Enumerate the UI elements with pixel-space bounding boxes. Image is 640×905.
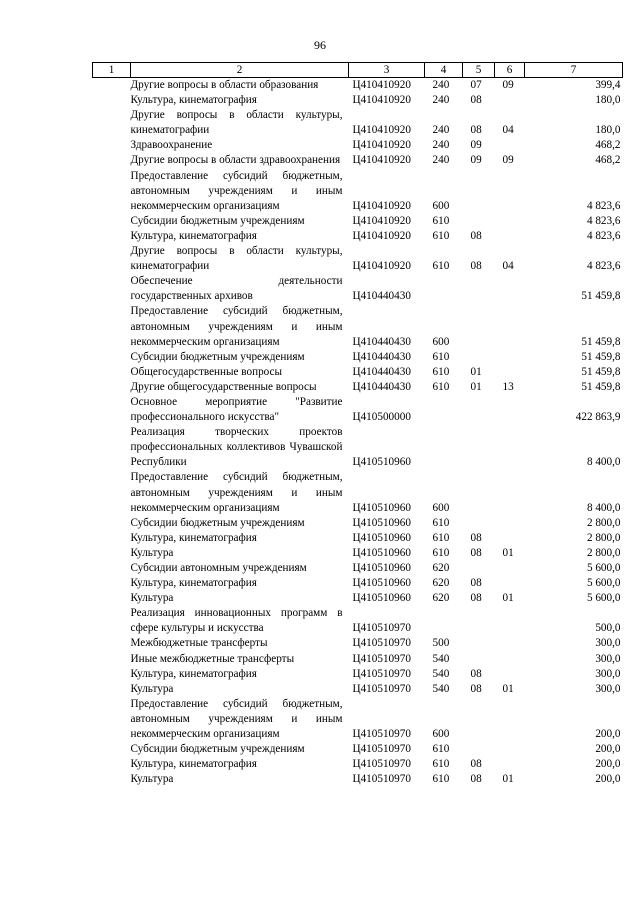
cell-subsection: 09 <box>502 154 514 167</box>
cell-section <box>463 636 495 651</box>
cell-blank <box>93 531 131 546</box>
cell-amount: 300,0 <box>595 682 621 695</box>
cell-blank <box>93 229 131 244</box>
cell-name: Предоставление субсидий бюджетным, автономным учреждениям и иным некоммерческим организациям <box>130 169 343 212</box>
table-row <box>93 772 623 787</box>
cell-amount: 5 600,0 <box>586 592 621 605</box>
cell-expense-type: 610 <box>432 743 450 756</box>
cell-expense-type: 610 <box>432 260 450 273</box>
table-row <box>93 667 623 682</box>
cell-blank <box>93 591 131 606</box>
cell-expense-type: 540 <box>432 667 450 680</box>
cell-expense-type: 620 <box>432 592 450 605</box>
cell-blank <box>93 93 131 108</box>
table-row <box>93 365 623 380</box>
cell-blank <box>93 169 131 214</box>
cell-name: Обеспечение деятельности государственных архивов <box>130 275 343 303</box>
cell-section <box>463 697 495 742</box>
cell-subsection <box>495 742 525 757</box>
cell-subsection: 01 <box>502 592 514 605</box>
cell-expense-type: 600 <box>432 199 450 212</box>
cell-section: 08 <box>470 758 482 771</box>
cell-blank <box>93 772 131 787</box>
cell-subsection: 01 <box>502 546 514 559</box>
header-col-6: 6 <box>495 63 525 78</box>
cell-amount: 200,0 <box>595 773 621 786</box>
cell-blank <box>93 380 131 395</box>
cell-expense-type: 600 <box>432 335 450 348</box>
cell-subsection <box>495 531 525 546</box>
cell-name: Иные межбюджетные трансферты <box>130 652 295 665</box>
cell-name: Культура, кинематография <box>130 94 257 107</box>
cell-blank <box>93 350 131 365</box>
cell-section <box>463 470 495 515</box>
cell-subsection <box>495 214 525 229</box>
cell-blank <box>93 244 131 274</box>
cell-expense-type: 610 <box>432 531 450 544</box>
cell-blank <box>93 561 131 576</box>
cell-target-code: Ц410510960 <box>352 531 411 544</box>
table-row <box>93 153 623 168</box>
cell-amount: 468,2 <box>595 154 621 167</box>
cell-expense-type: 240 <box>432 94 450 107</box>
table-row <box>93 274 623 304</box>
cell-blank <box>93 516 131 531</box>
cell-blank <box>93 78 131 94</box>
cell-name: Межбюджетные трансферты <box>130 637 268 650</box>
cell-amount: 500,0 <box>595 622 621 635</box>
cell-name: Культура, кинематография <box>130 577 257 590</box>
cell-section <box>463 274 495 304</box>
table-row <box>93 138 623 153</box>
cell-subsection <box>495 425 525 470</box>
cell-amount: 200,0 <box>595 743 621 756</box>
table-row <box>93 78 623 94</box>
cell-expense-type: 610 <box>432 350 450 363</box>
cell-amount: 300,0 <box>595 637 621 650</box>
cell-subsection <box>495 516 525 531</box>
cell-section <box>463 606 495 636</box>
cell-subsection: 09 <box>502 79 514 91</box>
cell-subsection <box>495 350 525 365</box>
cell-expense-type: 610 <box>432 214 450 227</box>
cell-blank <box>93 697 131 742</box>
cell-blank <box>93 576 131 591</box>
table-row <box>93 576 623 591</box>
cell-name: Другие вопросы в области культуры, кинематографии <box>130 109 343 137</box>
cell-section: 08 <box>470 260 482 273</box>
cell-amount: 300,0 <box>595 652 621 665</box>
cell-subsection: 01 <box>502 773 514 786</box>
cell-subsection <box>495 365 525 380</box>
cell-subsection <box>495 561 525 576</box>
table-row <box>93 244 623 274</box>
header-col-1: 1 <box>93 63 131 78</box>
table-row <box>93 591 623 606</box>
cell-section: 08 <box>470 229 482 242</box>
cell-amount: 4 823,6 <box>586 260 621 273</box>
cell-expense-type <box>425 606 463 636</box>
cell-subsection <box>495 652 525 667</box>
cell-expense-type: 610 <box>432 380 450 393</box>
cell-expense-type: 240 <box>432 154 450 167</box>
cell-expense-type: 610 <box>432 773 450 786</box>
table-row <box>93 531 623 546</box>
cell-subsection: 04 <box>502 124 514 137</box>
cell-target-code: Ц410410920 <box>352 260 411 273</box>
table-row <box>93 546 623 561</box>
table-header-row <box>93 63 623 78</box>
cell-blank <box>93 682 131 697</box>
cell-subsection <box>495 274 525 304</box>
cell-expense-type <box>425 274 463 304</box>
cell-name: Культура <box>130 682 174 695</box>
cell-target-code: Ц410410920 <box>352 79 411 91</box>
cell-target-code: Ц410510970 <box>352 667 411 680</box>
cell-section: 08 <box>470 531 482 544</box>
cell-expense-type: 610 <box>432 758 450 771</box>
cell-expense-type: 500 <box>432 637 450 650</box>
cell-target-code: Ц410510960 <box>352 577 411 590</box>
cell-name: Культура, кинематография <box>130 531 257 544</box>
cell-expense-type: 240 <box>432 139 450 152</box>
cell-section: 08 <box>470 94 482 107</box>
cell-target-code: Ц410510970 <box>352 728 411 741</box>
header-col-2: 2 <box>131 63 349 78</box>
cell-target-code: Ц410510960 <box>352 546 411 559</box>
cell-expense-type: 610 <box>432 365 450 378</box>
cell-amount: 180,0 <box>595 94 621 107</box>
cell-subsection <box>495 667 525 682</box>
cell-section: 08 <box>470 592 482 605</box>
cell-section: 09 <box>470 154 482 167</box>
table-row <box>93 350 623 365</box>
cell-name: Другие вопросы в области культуры, кинематографии <box>130 245 343 273</box>
cell-name: Субсидии бюджетным учреждениям <box>130 350 305 363</box>
page-number: 96 <box>314 38 326 52</box>
cell-blank <box>93 274 131 304</box>
cell-expense-type: 240 <box>432 79 450 91</box>
cell-name: Субсидии бюджетным учреждениям <box>130 516 305 529</box>
cell-name: Общегосударственные вопросы <box>130 365 283 378</box>
cell-amount: 51 459,8 <box>581 350 621 363</box>
cell-name: Другие вопросы в области здравоохранения <box>130 154 341 167</box>
table-row <box>93 697 623 742</box>
cell-subsection <box>495 636 525 651</box>
cell-target-code: Ц410510970 <box>352 622 411 635</box>
cell-name: Субсидии бюджетным учреждениям <box>130 214 305 227</box>
cell-amount: 5 600,0 <box>586 562 621 574</box>
cell-blank <box>93 636 131 651</box>
cell-section: 08 <box>470 124 482 137</box>
cell-section <box>463 350 495 365</box>
table-row <box>93 395 623 425</box>
cell-target-code: Ц410410920 <box>352 94 411 107</box>
cell-target-code: Ц410410920 <box>352 124 411 137</box>
table-row <box>93 169 623 214</box>
cell-target-code: Ц410500000 <box>352 411 411 424</box>
table-row <box>93 304 623 349</box>
cell-blank <box>93 153 131 168</box>
cell-amount: 51 459,8 <box>581 335 621 348</box>
table-row <box>93 108 623 138</box>
cell-blank <box>93 470 131 515</box>
cell-name: Предоставление субсидий бюджетным, автономным учреждениям и иным некоммерческим организациям <box>130 305 343 348</box>
cell-expense-type: 540 <box>432 682 450 695</box>
cell-section <box>463 214 495 229</box>
cell-amount: 51 459,8 <box>581 290 621 303</box>
cell-blank <box>93 757 131 772</box>
cell-name: Предоставление субсидий бюджетным, автономным учреждениям и иным некоммерческим организациям <box>130 697 343 741</box>
header-col-3: 3 <box>349 63 425 78</box>
cell-amount: 8 400,0 <box>586 456 621 469</box>
table-row <box>93 606 623 636</box>
table-row <box>93 757 623 772</box>
cell-target-code: Ц410440430 <box>352 380 411 393</box>
cell-blank <box>93 425 131 470</box>
cell-subsection <box>495 395 525 425</box>
cell-section: 08 <box>470 667 482 680</box>
cell-subsection <box>495 138 525 153</box>
cell-section: 01 <box>470 365 482 378</box>
table-row <box>93 682 623 697</box>
cell-target-code: Ц410440430 <box>352 350 411 363</box>
cell-section: 09 <box>470 139 482 152</box>
cell-name: Культура, кинематография <box>130 229 257 242</box>
table-row <box>93 636 623 651</box>
cell-subsection <box>495 229 525 244</box>
cell-blank <box>93 652 131 667</box>
cell-name: Культура, кинематография <box>130 667 257 680</box>
cell-blank <box>93 742 131 757</box>
cell-subsection: 01 <box>502 682 514 695</box>
cell-target-code: Ц410440430 <box>352 290 411 303</box>
cell-amount: 422 863,9 <box>575 411 621 424</box>
cell-name: Субсидии автономным учреждениям <box>130 562 307 574</box>
cell-subsection <box>495 606 525 636</box>
cell-section <box>463 652 495 667</box>
cell-expense-type: 600 <box>432 728 450 741</box>
cell-section: 07 <box>470 79 482 91</box>
cell-expense-type: 540 <box>432 652 450 665</box>
cell-amount: 468,2 <box>595 139 621 152</box>
cell-section <box>463 169 495 214</box>
table-row <box>93 742 623 757</box>
table-row <box>93 425 623 470</box>
cell-section <box>463 742 495 757</box>
cell-section: 08 <box>470 546 482 559</box>
cell-blank <box>93 304 131 349</box>
header-col-7: 7 <box>525 63 623 78</box>
cell-subsection <box>495 576 525 591</box>
cell-section: 08 <box>470 682 482 695</box>
cell-name: Культура <box>130 773 174 786</box>
cell-target-code: Ц410510960 <box>352 592 411 605</box>
cell-target-code: Ц410510960 <box>352 501 411 514</box>
cell-section <box>463 304 495 349</box>
cell-expense-type <box>425 425 463 470</box>
budget-table <box>92 62 623 787</box>
cell-expense-type: 610 <box>432 546 450 559</box>
cell-amount: 5 600,0 <box>586 577 621 590</box>
cell-amount: 200,0 <box>595 728 621 741</box>
cell-subsection <box>495 304 525 349</box>
cell-target-code: Ц410410920 <box>352 214 411 227</box>
cell-amount: 4 823,6 <box>586 214 621 227</box>
table-row <box>93 470 623 515</box>
cell-amount: 51 459,8 <box>581 365 621 378</box>
cell-target-code: Ц410510960 <box>352 456 411 469</box>
cell-amount: 8 400,0 <box>586 501 621 514</box>
header-col-5: 5 <box>463 63 495 78</box>
cell-blank <box>93 546 131 561</box>
cell-name: Предоставление субсидий бюджетным, автономным учреждениям и иным некоммерческим организациям <box>130 471 343 514</box>
table-row <box>93 380 623 395</box>
cell-subsection <box>495 470 525 515</box>
cell-expense-type: 610 <box>432 516 450 529</box>
cell-subsection: 04 <box>502 260 514 273</box>
cell-subsection <box>495 169 525 214</box>
cell-name: Культура <box>130 592 174 605</box>
cell-amount: 4 823,6 <box>586 199 621 212</box>
cell-amount: 2 800,0 <box>586 531 621 544</box>
cell-target-code: Ц410510970 <box>352 652 411 665</box>
cell-name: Субсидии бюджетным учреждениям <box>130 743 305 756</box>
cell-blank <box>93 395 131 425</box>
cell-name: Реализация инновационных программ в сфере культуры и искусства <box>130 607 343 635</box>
cell-target-code: Ц410410920 <box>352 139 411 152</box>
cell-amount: 399,4 <box>595 79 621 91</box>
table-row <box>93 229 623 244</box>
cell-name: Основное мероприятие "Развитие профессионального искусства" <box>130 395 343 424</box>
cell-target-code: Ц410510970 <box>352 743 411 756</box>
cell-blank <box>93 606 131 636</box>
header-col-4: 4 <box>425 63 463 78</box>
cell-section: 08 <box>470 773 482 786</box>
cell-amount: 4 823,6 <box>586 229 621 242</box>
table-row <box>93 561 623 576</box>
cell-amount: 300,0 <box>595 667 621 680</box>
cell-blank <box>93 108 131 138</box>
cell-subsection: 13 <box>502 380 514 393</box>
table-row <box>93 214 623 229</box>
cell-amount: 2 800,0 <box>586 516 621 529</box>
cell-amount: 180,0 <box>595 124 621 137</box>
table-row <box>93 652 623 667</box>
cell-target-code: Ц410510970 <box>352 682 411 695</box>
cell-section <box>463 561 495 576</box>
table-row <box>93 93 623 108</box>
cell-subsection <box>495 93 525 108</box>
cell-blank <box>93 667 131 682</box>
cell-target-code: Ц410510960 <box>352 516 411 529</box>
cell-amount: 51 459,8 <box>581 380 621 393</box>
cell-target-code: Ц410510970 <box>352 758 411 771</box>
cell-name: Культура, кинематография <box>130 758 257 771</box>
cell-target-code: Ц410510970 <box>352 637 411 650</box>
cell-target-code: Ц410440430 <box>352 365 411 378</box>
cell-expense-type <box>425 395 463 425</box>
cell-section <box>463 425 495 470</box>
cell-section <box>463 516 495 531</box>
cell-section: 01 <box>470 380 482 393</box>
cell-expense-type: 620 <box>432 577 450 590</box>
cell-blank <box>93 138 131 153</box>
cell-amount: 200,0 <box>595 758 621 771</box>
cell-expense-type: 240 <box>432 124 450 137</box>
cell-section <box>463 395 495 425</box>
cell-name: Другие общегосударственные вопросы <box>130 380 317 393</box>
cell-subsection <box>495 757 525 772</box>
cell-amount: 2 800,0 <box>586 546 621 559</box>
cell-target-code: Ц410510970 <box>352 773 411 786</box>
cell-name: Реализация творческих проектов профессиональных коллективов Чувашской Республики <box>130 426 343 469</box>
cell-name: Культура <box>130 546 174 559</box>
cell-target-code: Ц410410920 <box>352 229 411 242</box>
cell-name: Другие вопросы в области образования <box>130 79 319 91</box>
cell-expense-type: 600 <box>432 501 450 514</box>
cell-subsection <box>495 697 525 742</box>
cell-expense-type: 610 <box>432 229 450 242</box>
cell-section: 08 <box>470 577 482 590</box>
cell-expense-type: 620 <box>432 562 450 574</box>
cell-blank <box>93 365 131 380</box>
cell-target-code: Ц410510960 <box>352 562 411 574</box>
cell-blank <box>93 214 131 229</box>
cell-target-code: Ц410410920 <box>352 154 411 167</box>
table-row <box>93 516 623 531</box>
cell-name: Здравоохранение <box>130 139 213 152</box>
cell-target-code: Ц410440430 <box>352 335 411 348</box>
cell-target-code: Ц410410920 <box>352 199 411 212</box>
